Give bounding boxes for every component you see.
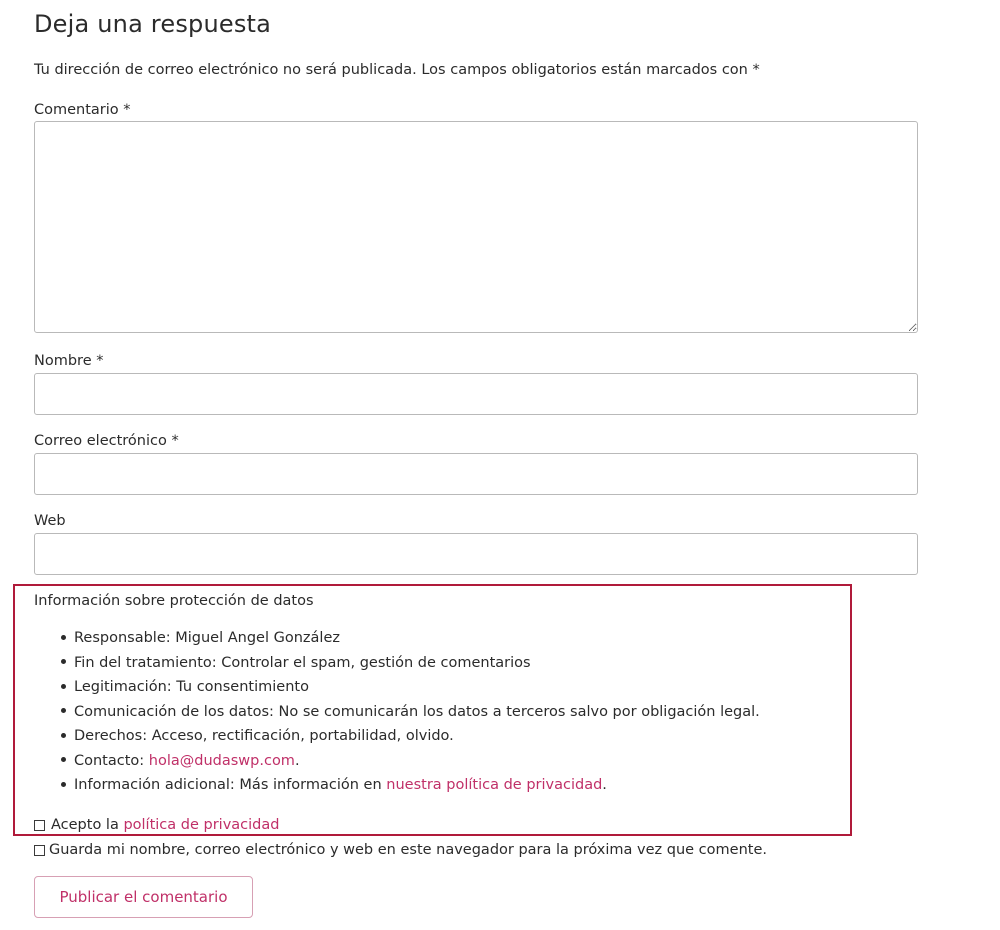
privacy-item-text: Derechos: Acceso, rectificación, portabilidad, olvido. xyxy=(74,728,454,744)
bullet-icon xyxy=(61,684,66,689)
bullet-icon xyxy=(61,708,66,713)
list-item xyxy=(34,628,760,653)
bullet-icon xyxy=(61,659,66,664)
privacy-policy-link[interactable]: nuestra política de privacidad xyxy=(386,777,603,793)
email-label: Correo electrónico * xyxy=(34,433,179,449)
email-field[interactable] xyxy=(34,453,918,495)
accept-privacy-label: Acepto la xyxy=(51,817,124,833)
privacy-item-text: Información adicional: Más información en xyxy=(74,777,387,793)
comment-notes: Tu dirección de correo electrónico no será publicada. Los campos obligatorios están marcados con * xyxy=(34,62,760,78)
bullet-icon xyxy=(61,757,66,762)
privacy-item-suffix: . xyxy=(294,752,300,769)
submit-comment-button[interactable]: Publicar el comentario xyxy=(34,876,253,918)
list-item xyxy=(34,702,760,727)
list-item xyxy=(34,751,760,776)
comment-label: Comentario * xyxy=(34,102,131,118)
web-label: Web xyxy=(34,513,66,529)
bullet-icon xyxy=(61,733,66,738)
bullet-icon xyxy=(61,782,66,787)
privacy-item-text: Responsable: Miguel Angel González xyxy=(74,630,340,646)
list-item xyxy=(34,775,760,800)
privacy-item-text: Contacto: xyxy=(74,752,149,769)
accept-privacy-checkbox[interactable] xyxy=(34,820,45,831)
privacy-item-text: Legitimación: Tu consentimiento xyxy=(74,679,309,695)
privacy-heading: Información sobre protección de datos xyxy=(34,593,314,609)
save-cookies-checkbox[interactable] xyxy=(34,845,45,856)
accept-privacy-row xyxy=(34,817,279,833)
name-field[interactable] xyxy=(34,373,918,415)
list-item xyxy=(34,653,760,678)
save-cookies-label: Guarda mi nombre, correo electrónico y web en este navegador para la próxima vez que comente. xyxy=(49,842,767,858)
list-item xyxy=(34,726,760,751)
privacy-item-text: Comunicación de los datos: No se comunicarán los datos a terceros salvo por obligación legal. xyxy=(74,703,760,720)
bullet-icon xyxy=(61,635,66,640)
privacy-list xyxy=(34,628,760,800)
accept-privacy-policy-link[interactable]: política de privacidad xyxy=(123,817,280,833)
comment-textarea[interactable] xyxy=(34,121,918,333)
privacy-item-text: Fin del tratamiento: Controlar el spam, gestión de comentarios xyxy=(74,654,531,671)
contact-email-link[interactable]: hola@dudaswp.com xyxy=(148,752,295,769)
reply-title: Deja una respuesta xyxy=(34,10,272,38)
web-field[interactable] xyxy=(34,533,918,575)
name-label: Nombre * xyxy=(34,353,104,369)
save-cookies-row xyxy=(34,842,767,858)
list-item xyxy=(34,677,760,702)
privacy-item-suffix: . xyxy=(602,777,607,793)
